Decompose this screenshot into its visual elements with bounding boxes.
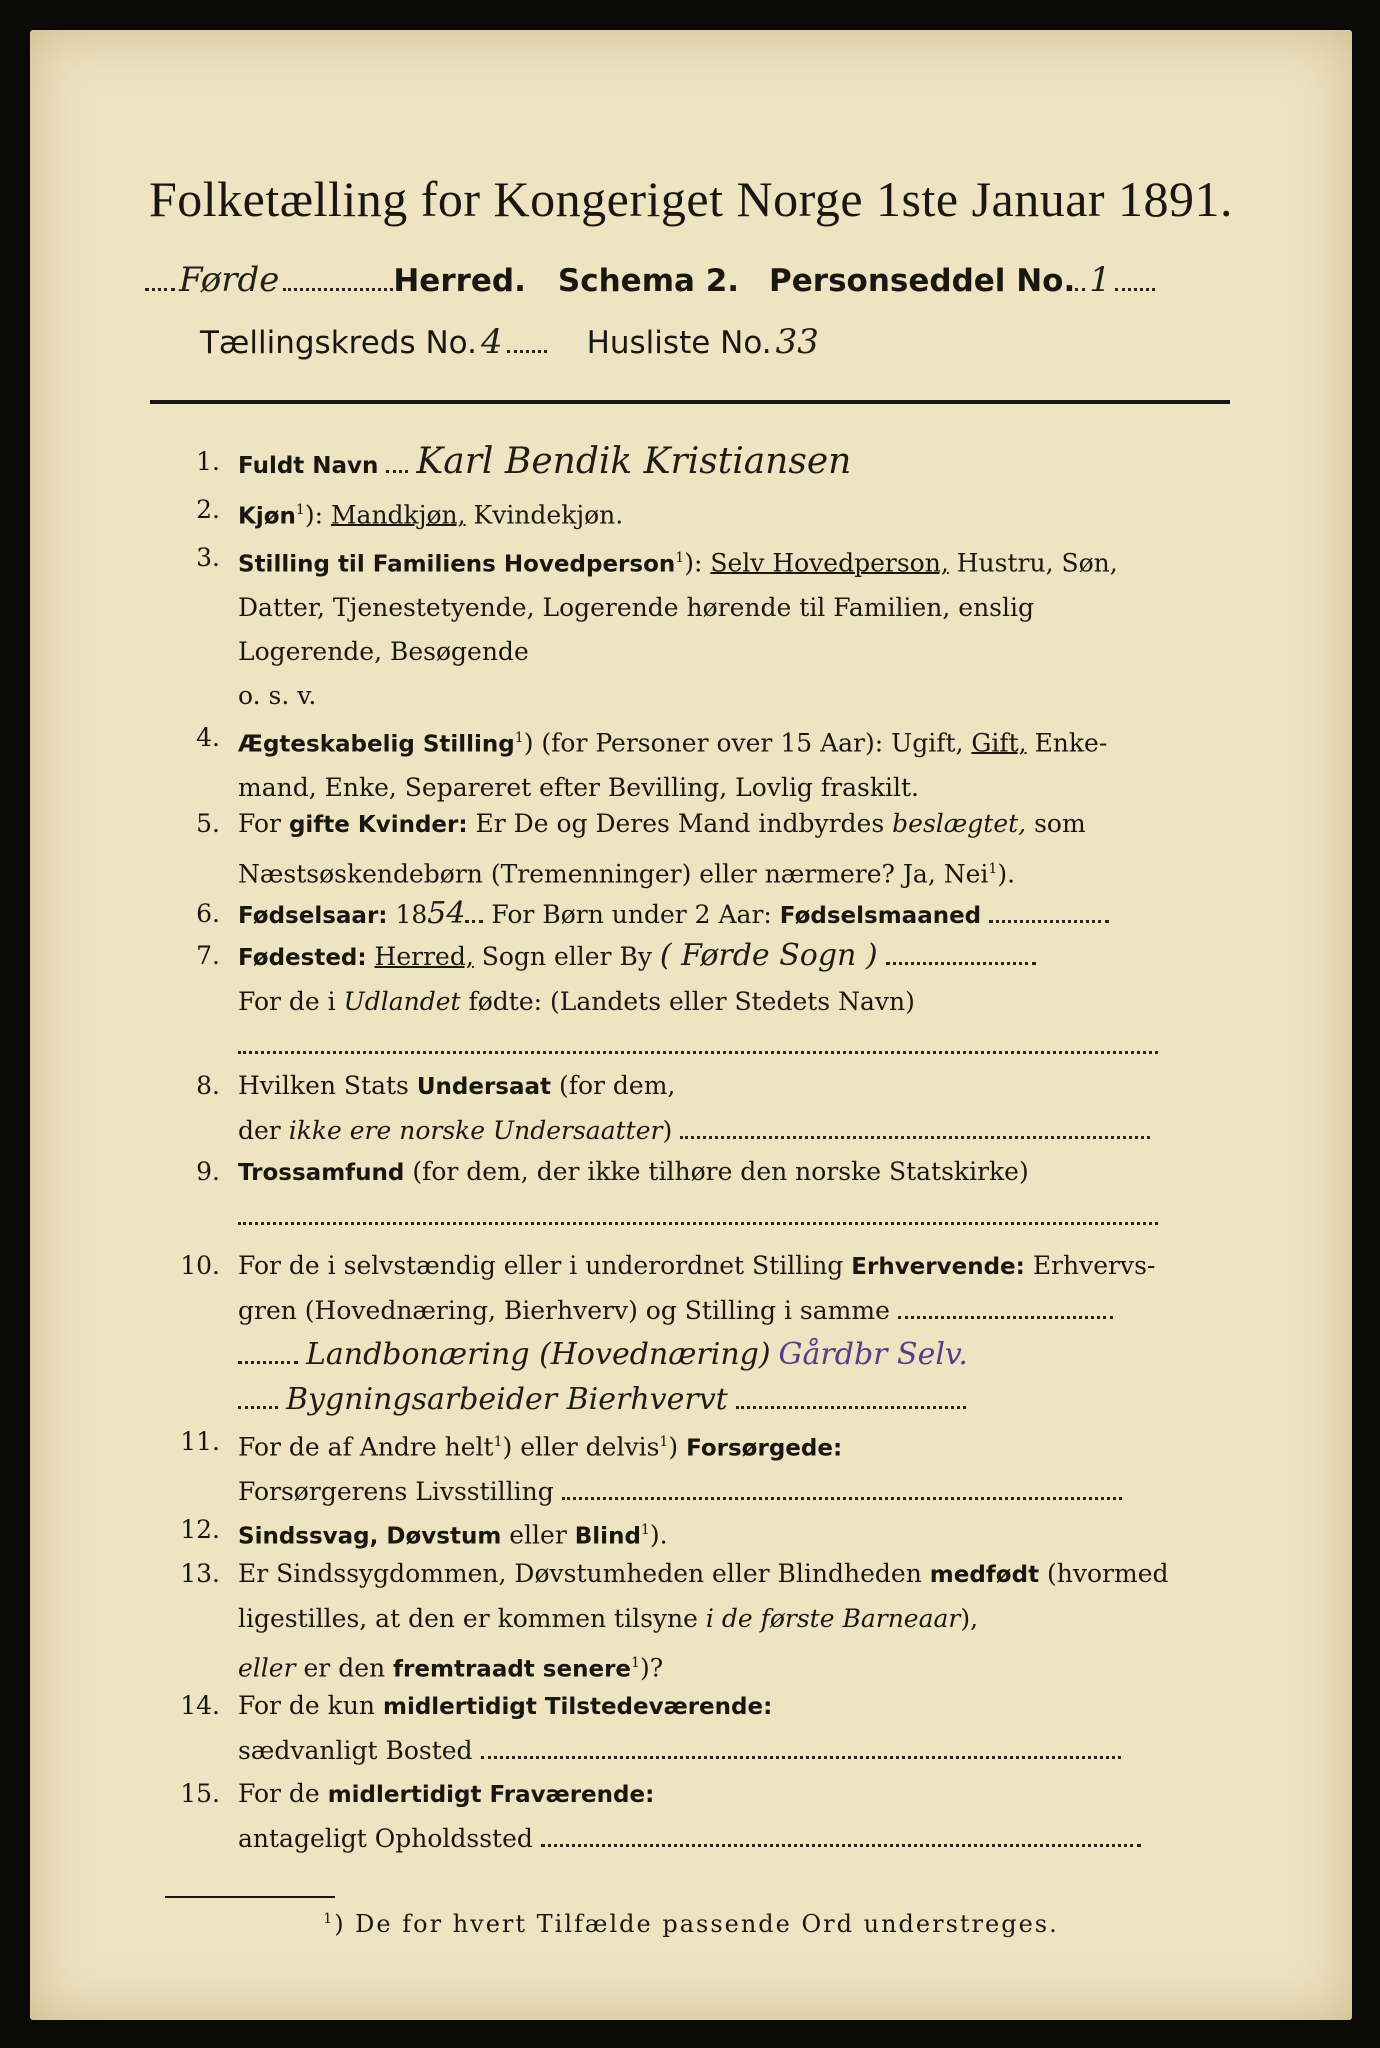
footnote-mark: 1 (988, 861, 998, 877)
family-position-options: o. s. v. (238, 681, 317, 711)
supported-label: Forsørgede: (686, 1435, 843, 1462)
item-number: 14. (180, 1691, 220, 1720)
birthplace-value: ( Førde Sogn ) (659, 938, 878, 973)
full-name-value: Karl Bendik Kristiansen (416, 441, 852, 482)
dotted-fill (238, 1200, 1158, 1225)
later-onset-label: fremtraadt senere (393, 1656, 632, 1683)
item-number: 8. (196, 1071, 220, 1100)
item-text: (for dem, (558, 1071, 676, 1100)
item-15 (160, 1772, 1240, 1861)
item-5 (160, 802, 1240, 896)
footnote (30, 1910, 1352, 1938)
marital-status-label: Ægteskabelig Stilling (238, 731, 515, 758)
dotted-fill (562, 1475, 1122, 1500)
item-text: eller (509, 1520, 567, 1550)
footnote-mark: 1 (631, 1655, 640, 1671)
item-text: For (238, 809, 281, 838)
item-text: Er Sindssygdommen, Døvstumheden eller Blindheden (238, 1559, 922, 1588)
birth-year-value: 54 (427, 896, 466, 931)
congenital-label: medfødt (929, 1562, 1040, 1588)
disability-label: Blind (574, 1523, 641, 1550)
family-position-label: Stilling til Familiens Hovedperson (238, 551, 676, 578)
item-text: Sogn eller By (481, 942, 652, 971)
punctuation: ). (997, 859, 1016, 889)
dotted-fill (898, 1294, 1113, 1319)
dotted-fill (886, 940, 1036, 965)
header-line-kreds (200, 322, 823, 362)
punctuation: ) (668, 1432, 679, 1462)
kreds-label: Tællingskreds No. (200, 325, 477, 361)
item-number: 11. (180, 1427, 220, 1456)
item-number: 13. (180, 1559, 220, 1588)
item-text: Udlandet (343, 987, 461, 1016)
nationality-label: Undersaat (416, 1074, 552, 1100)
item-number: 6. (196, 899, 220, 928)
item-number: 10. (180, 1251, 220, 1280)
footnote-divider (165, 1896, 335, 1898)
dotted-fill (736, 1384, 966, 1409)
item-text: For Børn under 2 Aar: (491, 900, 772, 929)
birthplace-selected: Herred, (374, 942, 474, 971)
dotted-fill (481, 1734, 1121, 1759)
footnote-mark: 1 (493, 1434, 503, 1450)
footnote-mark: 1 (675, 550, 685, 566)
footnote-text: ) De for hvert Tilfælde passende Ord understreges. (334, 1910, 1059, 1938)
personseddel-label: Personseddel No. (769, 263, 1076, 299)
item-8 (160, 1064, 1240, 1153)
dotted-fill (541, 1822, 1141, 1847)
husliste-value: 33 (775, 322, 819, 362)
item-text: eller (238, 1653, 296, 1683)
family-position-options: Logerende, Besøgende (238, 637, 529, 667)
item-text: som (1034, 809, 1086, 838)
husliste-label: Husliste No. (586, 325, 772, 361)
herred-value: Førde (179, 260, 280, 300)
item-number: 3. (196, 543, 220, 572)
dotted-fill (238, 1029, 1158, 1054)
item-text: sædvanligt Bosted (238, 1736, 473, 1765)
item-10 (160, 1244, 1240, 1423)
marital-status-options: mand, Enke, Separeret efter Bevilling, Lovlig fraskilt. (238, 773, 919, 803)
item-text: Erhvervs- (1032, 1251, 1156, 1280)
item-13 (160, 1552, 1240, 1691)
occupation-value-main: Landbonæring (Hovednæring) (305, 1337, 771, 1372)
item-text: ) eller delvis (502, 1432, 660, 1462)
punctuation: ) (662, 1116, 673, 1145)
item-number: 2. (196, 495, 220, 524)
item-text: gren (Hovednæring, Bierhverv) og Stilling i samme (238, 1296, 890, 1325)
footnote-mark: 1 (659, 1434, 669, 1450)
item-text: (for dem, der ikke tilhøre den norske Statskirke) (412, 1157, 1029, 1186)
herred-label: Herred. (393, 263, 526, 299)
dotted-fill (989, 898, 1109, 923)
temporary-absent-label: midlertidigt Fraværende: (327, 1782, 655, 1808)
item-text: er den (303, 1653, 386, 1683)
sex-option-male-selected: Mandkjøn, (330, 500, 466, 530)
dotted-fill (386, 448, 408, 473)
item-text: Næstsøskendebørn (Tremenninger) eller nærmere? Ja, Nei (238, 859, 989, 889)
kreds-value: 4 (480, 322, 503, 362)
item-11 (160, 1420, 1240, 1514)
item-3 (160, 536, 1240, 718)
sex-option-female: Kvindekjøn. (473, 500, 624, 530)
marital-status-text: ) (for Personer over 15 Aar): Ugift, (523, 728, 964, 758)
item-number: 12. (180, 1515, 220, 1544)
family-position-selected: Selv Hovedperson, (710, 548, 949, 578)
dotted-fill (1115, 260, 1155, 291)
item-text: For de kun (238, 1691, 376, 1720)
dotted-fill (507, 322, 547, 353)
full-name-label: Fuldt Navn (238, 453, 379, 479)
footnote-mark: 1 (514, 730, 524, 746)
temporary-present-label: midlertidigt Tilstedeværende: (382, 1694, 773, 1720)
item-text: der (238, 1116, 281, 1145)
census-form (30, 30, 1352, 2020)
birth-month-label: Fødselsmaaned (779, 903, 982, 929)
header-line-herred (145, 260, 1235, 300)
sex-label: Kjøn (238, 503, 296, 530)
item-text: Er De og Deres Mand indbyrdes (475, 809, 885, 838)
item-1 (160, 440, 1240, 488)
item-text: antageligt Opholdssted (238, 1824, 533, 1853)
item-6 (160, 892, 1240, 938)
birthplace-label: Fødested: (238, 945, 367, 971)
disability-label: Sindssvag, Døvstum (238, 1523, 502, 1550)
occupation-value-secondary: Bygningsarbeider Bierhvervt (285, 1382, 728, 1417)
item-number: 7. (196, 941, 220, 970)
item-number: 15. (180, 1779, 220, 1808)
item-text: beslægtet, (892, 809, 1027, 838)
footnote-mark: 1 (323, 1911, 335, 1927)
dotted-fill (465, 898, 483, 923)
religion-label: Trossamfund (238, 1160, 405, 1186)
item-9 (160, 1150, 1240, 1239)
item-text: For de i (238, 987, 336, 1016)
item-text: fødte: (Landets eller Stedets Navn) (468, 987, 915, 1016)
item-text: For de (238, 1779, 320, 1808)
dotted-fill (283, 260, 393, 291)
dotted-fill (1075, 260, 1085, 291)
item-text: For de i selvstændig eller i underordnet Stilling (238, 1251, 844, 1280)
item-2 (160, 488, 1240, 538)
item-number: 5. (196, 809, 220, 838)
item-number: 4. (196, 723, 220, 752)
family-position-options: Datter, Tjenestetyende, Logerende hørende til Familien, enslig (238, 593, 1035, 623)
birth-year-label: Fødselsaar: (238, 903, 388, 929)
birth-year-prefix: 18 (395, 900, 428, 929)
item-number: 1. (196, 447, 220, 476)
item-text: (hvormed (1047, 1559, 1169, 1588)
occupation-label: Erhvervende: (851, 1254, 1025, 1280)
dotted-fill (238, 1384, 278, 1409)
header-divider (150, 400, 1230, 404)
item-7 (160, 934, 1240, 1068)
punctuation: ): (304, 500, 323, 530)
item-4 (160, 716, 1240, 810)
item-text: Forsørgerens Livsstilling (238, 1477, 554, 1507)
marital-status-options: Enke- (1034, 728, 1108, 758)
form-title: Folketælling for Kongeriget Norge 1ste Januar 1891. (148, 171, 1234, 227)
married-women-label: gifte Kvinder: (288, 812, 468, 838)
footnote-mark: 1 (295, 502, 305, 518)
punctuation: ): (684, 548, 703, 578)
family-position-options: Hustru, Søn, (956, 548, 1118, 578)
item-12 (160, 1508, 1240, 1558)
marital-status-selected: Gift, (971, 728, 1027, 758)
personseddel-value: 1 (1089, 260, 1111, 300)
item-number: 9. (196, 1157, 220, 1186)
item-text: ikke ere norske Undersaatter (288, 1116, 663, 1145)
occupation-status-value: Gårdbr Selv. (778, 1337, 968, 1372)
punctuation: ), (960, 1604, 979, 1633)
punctuation: ). (649, 1520, 668, 1550)
dotted-fill (145, 260, 175, 291)
footnote-mark: 1 (640, 1522, 650, 1538)
punctuation: )? (639, 1653, 664, 1683)
item-text: i de første Barneaar (705, 1604, 961, 1633)
item-text: ligestilles, at den er kommen tilsyne (238, 1604, 698, 1633)
dotted-fill (680, 1114, 1150, 1139)
item-text: Hvilken Stats (238, 1071, 409, 1100)
dotted-fill (238, 1339, 298, 1364)
schema-label: Schema 2. (557, 263, 740, 299)
item-text: For de af Andre helt (238, 1432, 494, 1462)
item-14 (160, 1684, 1240, 1773)
